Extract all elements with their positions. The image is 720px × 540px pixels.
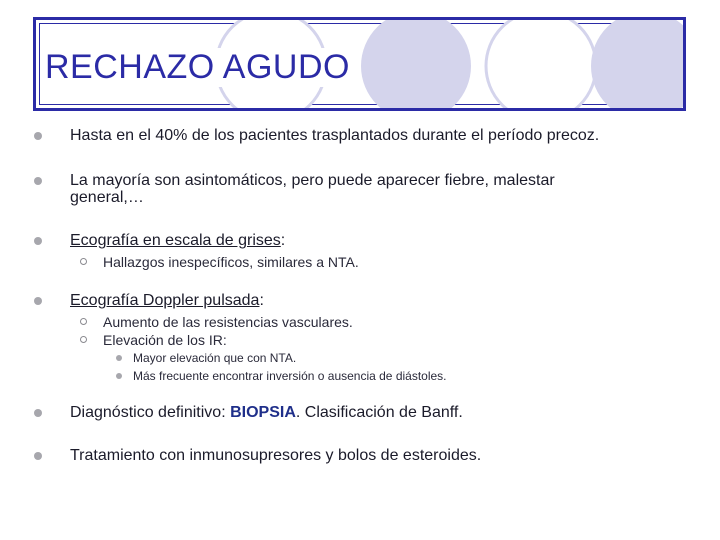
bullet-dot — [34, 409, 42, 417]
bullet-text: Tratamiento con inmunosupresores y bolos de esteroides. — [70, 447, 482, 464]
bullet-text-suffix: : — [280, 232, 286, 249]
bullet-dot — [34, 177, 42, 185]
link-ecografia-doppler[interactable]: Ecografía Doppler pulsada — [70, 292, 260, 309]
sub-bullet-text: Hallazgos inespecíficos, similares a NTA. — [103, 254, 359, 270]
bullet-dot — [34, 132, 42, 140]
bullet-text — [70, 404, 463, 421]
bullet-text — [70, 232, 285, 249]
bullet-dot — [34, 452, 42, 460]
bullet-text: Hasta en el 40% de los pacientes trasplantados durante el período precoz. — [70, 127, 600, 144]
sub-bullet-text: Elevación de los IR: — [103, 332, 227, 348]
sub-bullet-ring — [80, 258, 87, 265]
bullet-dot — [34, 297, 42, 305]
slide-title: RECHAZO AGUDO — [45, 48, 354, 87]
sub-bullet-ring — [80, 318, 87, 325]
subsub-bullet-dot — [116, 355, 122, 361]
bullet-text-continued: general,… — [70, 189, 144, 206]
subsub-bullet-text: Más frecuente encontrar inversión o ausencia de diástoles. — [133, 369, 447, 383]
bullet-text: La mayoría son asintomáticos, pero puede aparecer fiebre, malestar — [70, 172, 555, 189]
bullet-dot — [34, 237, 42, 245]
sub-bullet-text: Aumento de las resistencias vasculares. — [103, 314, 353, 330]
bullet-text-suffix: : — [259, 292, 264, 309]
biopsia-emphasis: BIOPSIA — [230, 404, 296, 421]
bullet-text-prefix: Diagnóstico definitivo: — [70, 404, 231, 421]
bullet-text — [70, 292, 264, 309]
subsub-bullet-dot — [116, 373, 122, 379]
link-ecografia-grises[interactable]: Ecografía en escala de grises — [70, 232, 281, 249]
subsub-bullet-text: Mayor elevación que con NTA. — [133, 351, 297, 365]
bullet-text-suffix: . Clasificación de Banff. — [295, 404, 463, 421]
sub-bullet-ring — [80, 336, 87, 343]
